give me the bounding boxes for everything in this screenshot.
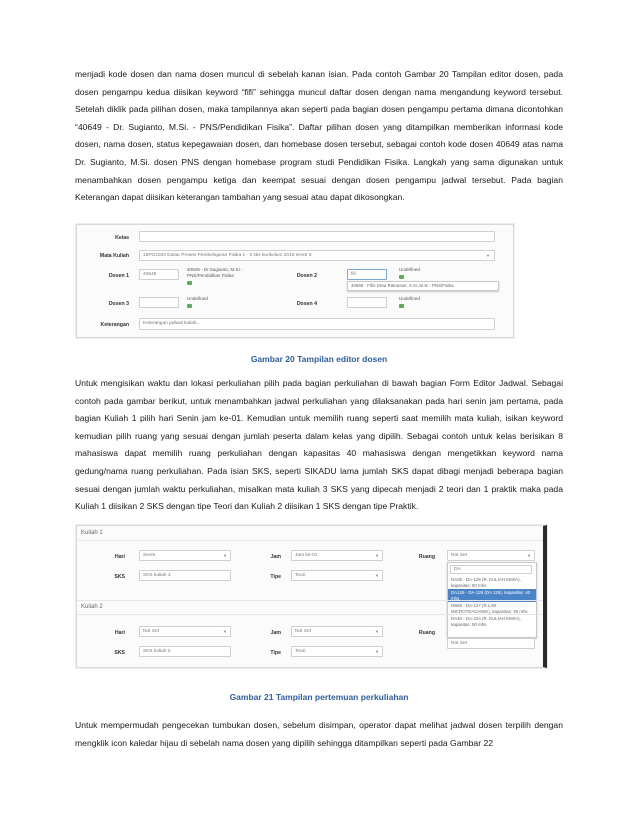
label-tipe-2: Tipe (270, 650, 281, 656)
label-ruang-1: Ruang (418, 554, 435, 560)
calendar-icon[interactable] (399, 304, 404, 308)
ruang-2-select[interactable] (447, 638, 535, 649)
dosen-4-input[interactable] (347, 297, 387, 308)
ruang-1-select[interactable] (447, 550, 535, 561)
tipe-2-select[interactable] (291, 646, 383, 657)
hari-1-value: Senin (143, 553, 156, 558)
hari-2-select[interactable] (139, 626, 231, 637)
calendar-icon[interactable] (187, 304, 192, 308)
label-hari-1: Hari (114, 554, 125, 560)
ruang-option[interactable]: DB68 - DA-127 (R.LAB MICROTEACHING), kapasitas: 30 mhs (451, 603, 528, 614)
mata-kuliah-value: 15PG1003 Dasar Proses Pembelajaran Fisika 1 - 3 sks kurikulum 2016 smstr 6 (143, 253, 312, 258)
calendar-icon[interactable] (399, 275, 404, 279)
chevron-down-icon: ▼ (486, 253, 490, 258)
label-kelas: Kelas (115, 235, 129, 241)
dosen-2-suggestion-list[interactable] (347, 281, 499, 291)
dosen-1-name: 40649 - Dr.Sugianto, M.Si - (187, 267, 243, 272)
jam-1-value: Jam ke-01 (295, 553, 318, 558)
sks-1-input[interactable] (139, 570, 231, 581)
label-sks-2: SKS (114, 650, 125, 656)
figure-pertemuan-perkuliahan (76, 525, 547, 668)
label-tipe-1: Tipe (270, 574, 281, 580)
label-jam-1: Jam (270, 554, 281, 560)
dosen-1-input[interactable] (139, 269, 179, 280)
chevron-down-icon: ▼ (223, 629, 227, 634)
label-dosen-2: Dosen 2 (296, 273, 317, 279)
section-kuliah-2: Kuliah 2 (81, 604, 103, 610)
chevron-down-icon: ▼ (375, 629, 379, 634)
label-dosen-4: Dosen 4 (296, 301, 317, 307)
ruang-2-value: Not Set (451, 641, 467, 646)
chevron-down-icon: ▼ (375, 649, 379, 654)
jam-2-value: Not Set (295, 629, 311, 634)
label-sks-1: SKS (114, 574, 125, 580)
ruang-1-value: Not Set (451, 553, 467, 558)
dosen-4-info: Undefined (399, 296, 420, 301)
ruang-search-value: DA (454, 567, 461, 572)
dosen-3-info: Undefined (187, 296, 208, 301)
caption-gambar-20: Gambar 20 Tampilan editor dosen (250, 354, 388, 364)
jam-1-select[interactable] (291, 550, 383, 561)
chevron-down-icon: ▼ (375, 573, 379, 578)
dosen-1-info (187, 267, 242, 279)
sks-1-placeholder: SKS kuliah 1 (143, 573, 171, 578)
paragraph-perkuliahan: Untuk mengisikan waktu dan lokasi perkuliahan pilih pada bagian perkuliahan di bawah bagian Form Editor Jadwal. Sebagai contoh pada gambar berikut, untuk menambahkan jadwal perkuliahan yang dilaksanakan pada hari senin jam pertama, pada bagian Kuliah 1 pilih hari Senin jam ke-01. Kemudian untuk memilih ruang seperti saat memilih mata kuliah, isikan keyword kemudian pilih ruang yang sesuai dengan jumlah peserta dalam kelas yang dipilih. Sebagai contoh untuk kelas berisikan 8 mahasiswa dapat memilih ruang perkuliahan dengan kapasitas 40 mahasiswa dengan mengetikkan keyword nama gedung/nama ruang perkuliahan. Pada isian SKS, seperti SIKADU lama jumlah SKS dapat dibagi menjadi beberapa bagian sesuai dengan jumlah waktu perkuliahan, misalkan mata kuliah 3 SKS yang dipecah menjadi 2 teori dan 1 praktik maka pada Kuliah 1 diisikan 2 SKS dengan tipe Teori dan Kuliah 2 diisikan 1 SKS dengan tipe Praktik. (75, 378, 563, 512)
label-dosen-1: Dosen 1 (108, 273, 129, 279)
dosen-2-keyword: fifi (351, 272, 356, 277)
hari-2-value: Not Set (143, 629, 159, 634)
label-ruang-2: Ruang (418, 630, 435, 636)
dosen-2-info: Undefined (399, 267, 420, 272)
label-mata-kuliah: Mata Kuliah (99, 253, 129, 259)
ruang-option[interactable]: DA40 - DA-224 (R. KULIAH KIMIA), kapasitas: 50 mhs (451, 616, 521, 627)
label-dosen-3: Dosen 3 (108, 301, 129, 307)
ruang-option-selected[interactable]: DA126 - DA-126 (DA 126), kapasitas: 40 mhs (448, 589, 536, 602)
chevron-down-icon: ▼ (375, 553, 379, 558)
dosen-1-homebase: PNS/Pendidikan Fisika (187, 273, 234, 278)
paragraph-dosen-editor: menjadi kode dosen dan nama dosen muncul di sebelah kanan isian. Pada contoh Gambar 20 Tampilan editor dosen, pada dosen pengampu kedua diisikan keyword “fifi” sehingga muncul daftar dosen dengan nama mengandung keyword tersebut. Setelah diklik pada pilihan dosen, maka tampilannya akan seperti pada bagian dosen pengampu pertama dimana dicontohkan “40649 - Dr. Sugianto, M.Si. - PNS/Pendidikan Fisika”. Daftar pilihan dosen yang ditampilkan memberikan informasi kode dosen, nama dosen, status kepegawaian dosen, dan homebase dosen tersebut, sebagai contoh kode dosen 40649 atas nama Dr. Sugianto, M.Si. dosen PNS dengan homebase program studi Pendidikan Fisika. Langkah yang sama digunakan untuk menambahkan dosen pengampu ketiga dan keempat sesuai dengan dosen pengampu jadwal tersebut. Pada bagian Keterangan dapat diisikan keterangan tambahan yang sesuai atau dapat dikosongkan. (75, 69, 563, 203)
dosen-1-code: 40649 (143, 272, 157, 277)
tipe-1-value: Teori (295, 573, 306, 578)
calendar-icon[interactable] (187, 281, 192, 285)
mata-kuliah-select[interactable] (139, 250, 495, 261)
jam-2-select[interactable] (291, 626, 383, 637)
kelas-input[interactable] (139, 231, 495, 242)
dosen-3-input[interactable] (139, 297, 179, 308)
tipe-1-select[interactable] (291, 570, 383, 581)
label-hari-2: Hari (114, 630, 125, 636)
keterangan-placeholder: Keterangan jadwal kuliah... (143, 321, 201, 326)
dosen-2-suggestion[interactable]: 40669 - Fifin Dewi Ratnasari, S.Si.,M.Si - PNS/Fisika (351, 283, 454, 288)
keterangan-input[interactable] (139, 318, 495, 330)
label-jam-2: Jam (270, 630, 281, 636)
chevron-down-icon: ▼ (527, 553, 531, 558)
chevron-down-icon: ▼ (223, 553, 227, 558)
tipe-2-value: Teori (295, 649, 306, 654)
dosen-2-input[interactable] (347, 269, 387, 280)
caption-gambar-21: Gambar 21 Tampilan pertemuan perkuliahan (229, 692, 409, 702)
ruang-option[interactable]: DA05 - DA-125 (R. KULIAH KIMIA), kapasitas: 50 mhs (451, 577, 521, 588)
paragraph-tumbukan-dosen: Untuk mempermudah pengecekan tumbukan dosen, sebelum disimpan, operator dapat melihat jadwal dosen terpilih dengan mengklik icon kaledar hijau di sebelah nama dosen yang dipilih sehingga ditampilkan seperti pada Gambar 22 (75, 720, 563, 748)
section-kuliah-1: Kuliah 1 (81, 530, 103, 536)
hari-1-select[interactable] (139, 550, 231, 561)
sks-2-input[interactable] (139, 646, 231, 657)
sks-2-placeholder: SKS kuliah 2 (143, 649, 171, 654)
figure-editor-dosen (76, 224, 514, 338)
ruang-search-input[interactable] (450, 565, 532, 574)
label-keterangan: Keterangan (100, 322, 129, 328)
